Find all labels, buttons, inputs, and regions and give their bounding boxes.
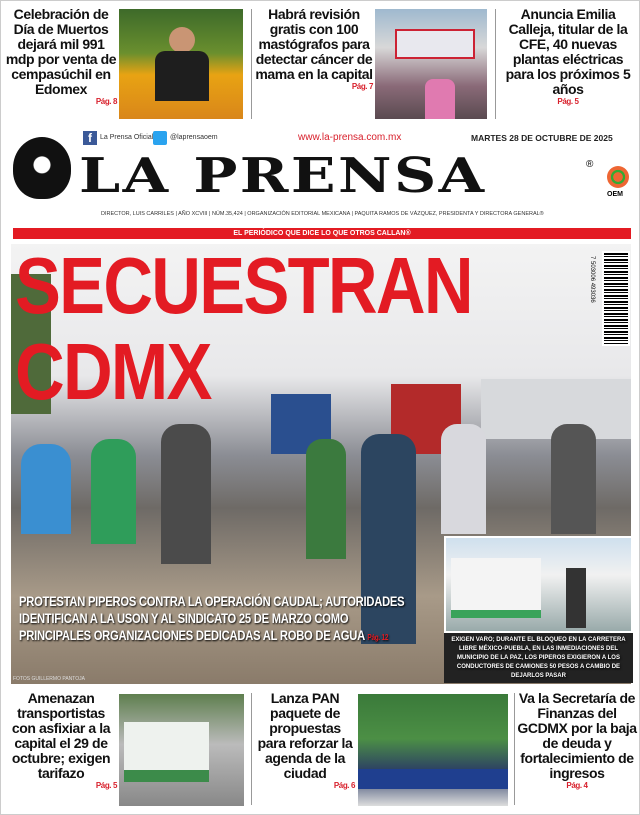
barcode	[602, 251, 630, 346]
teaser-transportistas[interactable]: Amenazan transportistas con asfixiar a la capital el 29 de octubre; exigen tarifazo Pág. 5	[11, 690, 117, 790]
inset-caption: EXIGEN VARO; DURANTE EL BLOQUEO EN LA CARRETERA LIBRE MÉXICO-PUEBLA, EN LAS INMEDIACIONES DEL MUNICIPIO DE LA PAZ, LOS PIPEROS EXIGIERON A LOS CONDUCTORES DE CAMIONES 50 PESOS A CAMBIO DE DEJARLOS PASAR	[444, 633, 633, 683]
oem-label: OEM	[607, 191, 623, 198]
teaser-cfe[interactable]: Anuncia Emilia Calleja, titular de la CFE, 40 nuevas plantas eléctricas para los próximos 5 años Pág. 5	[505, 6, 631, 106]
registered-mark: ®	[586, 159, 594, 170]
inset-photo	[444, 536, 633, 633]
lion-logo-icon	[13, 137, 71, 199]
teaser-cempasuchil[interactable]: Celebración de Día de Muertos dejará mil 991 mdp por venta de cempasúchil en Edomex Pág. 8	[5, 6, 117, 106]
photo-credit: FOTOS GUILLERMO PANTOJA	[13, 676, 85, 682]
twitter-handle[interactable]: @laprensaoem	[170, 134, 218, 141]
website-link[interactable]: www.la-prensa.com.mx	[298, 132, 402, 143]
teaser-pan[interactable]: Lanza PAN paquete de propuestas para reforzar la agenda de la ciudad Pág. 6	[257, 690, 355, 790]
pan-photo	[358, 694, 508, 806]
mastografos-photo	[375, 9, 487, 119]
credits-line: DIRECTOR, LUIS CARRILES | AÑO XCVIII | NÚM.35,424 | ORGANIZACIÓN EDITORIAL MEXICANA | PAQUITA RAMOS DE VÁZQUEZ, PRESIDENTA Y DIRECTORA GENERAL®	[101, 211, 544, 217]
main-subhead[interactable]: PROTESTAN PIPEROS CONTRA LA OPERACIÓN CAUDAL; AUTORIDADES IDENTIFICAN A LA USON Y AL SINDICATO 25 DE MARZO COMO PRINCIPALES ORGANIZACIONES DEDICADAS AL ROBO DE AGUA Pág. 12	[19, 593, 405, 643]
teaser-finanzas[interactable]: Va la Secretaría de Finanzas del GCDMX por la baja de deuda y fortalecimiento de ingresos Pág. 4	[517, 690, 637, 790]
issue-date: MARTES 28 DE OCTUBRE DE 2025	[471, 133, 613, 143]
main-page-ref: Pág. 12	[367, 633, 389, 642]
cempasuchil-photo	[119, 9, 243, 119]
newspaper-title: LA PRENSA	[79, 148, 487, 204]
barcode-number: 7 503006 493036	[589, 256, 595, 303]
oem-logo-icon	[607, 166, 629, 188]
transportistas-photo	[119, 694, 244, 806]
main-headline-line1: SECUESTRAN	[15, 241, 472, 330]
main-headline-line2: CDMX	[15, 327, 211, 416]
facebook-icon[interactable]: f	[83, 131, 97, 145]
slogan-bar: EL PERIÓDICO QUE DICE LO QUE OTROS CALLAN®	[13, 228, 631, 239]
teaser-mastografos[interactable]: Habrá revisión gratis con 100 mastógrafos para detectar cáncer de mama en la capital Pág. 7	[255, 6, 373, 91]
facebook-handle[interactable]: La Prensa Oficial	[100, 134, 154, 141]
twitter-icon[interactable]	[153, 131, 167, 145]
